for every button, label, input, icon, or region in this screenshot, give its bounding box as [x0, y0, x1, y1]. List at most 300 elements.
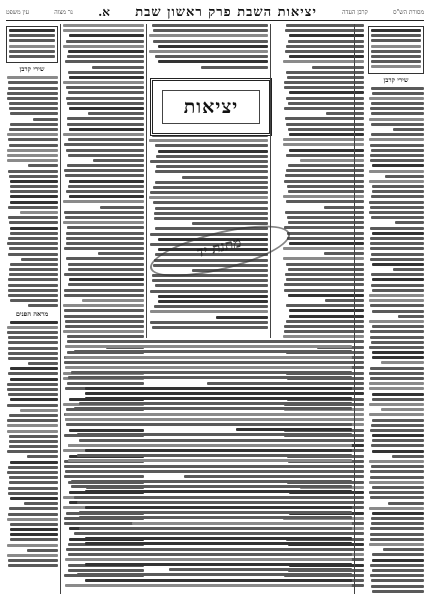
text-line: [286, 169, 364, 172]
text-line: [67, 102, 144, 105]
text-line: [64, 294, 144, 297]
text-line: [9, 435, 58, 438]
text-line: [150, 290, 268, 293]
text-line: [370, 470, 424, 473]
column-rule: [146, 24, 147, 338]
text-line: [369, 201, 424, 204]
text-line: [371, 273, 424, 276]
text-line: [10, 398, 58, 401]
text-line: [24, 502, 58, 505]
text-line: [149, 196, 268, 199]
text-line: [287, 237, 364, 240]
text-line: [207, 382, 352, 385]
text-line: [370, 429, 424, 432]
text-line: [7, 518, 58, 521]
text-line: [63, 24, 144, 27]
text-line: [8, 81, 58, 84]
text-line: [154, 212, 268, 215]
text-line: [284, 226, 364, 229]
text-line: [68, 263, 144, 266]
text-line: [370, 533, 424, 536]
text-line: [289, 55, 364, 58]
text-line: [287, 216, 364, 219]
text-line: [67, 226, 144, 229]
text-line: [67, 164, 144, 167]
running-header: [6, 4, 424, 21]
text-line: [69, 128, 144, 131]
text-line: [288, 221, 364, 224]
left-margin-box: [6, 26, 58, 63]
text-line: [371, 341, 424, 344]
text-line: [65, 345, 352, 348]
text-line: [371, 517, 424, 520]
text-line: [383, 548, 424, 551]
text-line: [77, 454, 353, 457]
text-line: [71, 485, 352, 488]
text-line: [10, 190, 58, 193]
text-line: [370, 154, 424, 157]
text-line: [9, 507, 58, 510]
text-line: [69, 195, 144, 198]
text-line: [288, 268, 364, 271]
text-line: [371, 195, 424, 198]
text-line: [10, 538, 58, 541]
text-line: [392, 455, 424, 458]
text-line: [9, 268, 58, 271]
text-line: [85, 490, 352, 493]
text-line: [393, 128, 424, 131]
text-line: [286, 304, 364, 307]
text-line: [385, 175, 424, 178]
text-line: [371, 216, 424, 219]
left-column-heading-2: מראה הפנים: [15, 309, 49, 318]
text-line: [149, 34, 268, 37]
text-line: [370, 496, 424, 499]
text-line: [64, 247, 144, 250]
text-line: [79, 516, 352, 519]
text-line: [9, 481, 58, 484]
text-line: [7, 554, 58, 557]
text-line: [68, 459, 352, 462]
text-line: [8, 216, 58, 219]
text-line: [9, 102, 58, 105]
text-line: [8, 492, 58, 495]
text-line: [20, 409, 58, 412]
text-line: [369, 97, 424, 100]
text-line: [8, 87, 58, 90]
text-line: [65, 413, 352, 416]
text-line: [28, 362, 58, 365]
text-line: [283, 60, 364, 63]
text-line: [7, 154, 58, 157]
text-line: [155, 207, 268, 210]
text-line: [64, 289, 144, 292]
text-line: [288, 164, 364, 167]
text-line: [9, 273, 58, 276]
column-rule: [60, 24, 61, 594]
text-line: [371, 253, 424, 256]
text-line: [20, 211, 58, 214]
text-line: [65, 558, 352, 561]
text-line: [7, 430, 58, 433]
text-line: [8, 559, 58, 562]
text-line: [10, 533, 58, 536]
text-line: [64, 143, 144, 146]
text-line: [7, 326, 58, 329]
text-line: [132, 522, 352, 525]
text-line: [67, 117, 144, 120]
text-line: [8, 237, 58, 240]
text-line: [64, 211, 144, 214]
text-line: [7, 149, 58, 152]
lower-text-block: [62, 340, 352, 594]
text-line: [286, 97, 364, 100]
text-line: [66, 232, 144, 235]
text-line: [284, 107, 364, 110]
header-right-small: מסורת הש"ס: [393, 8, 424, 16]
text-line: [8, 289, 58, 292]
text-line: [10, 497, 58, 500]
text-line: [66, 257, 144, 260]
text-line: [149, 50, 268, 53]
text-line: [8, 564, 58, 567]
text-line: [398, 315, 424, 318]
text-line: [8, 170, 58, 173]
folio-number: א.: [98, 4, 110, 19]
text-line: [85, 397, 352, 400]
text-line: [372, 553, 424, 556]
header-center-small: קרבן העדה: [342, 8, 368, 16]
text-line: [154, 305, 268, 308]
text-line: [63, 45, 144, 48]
text-line: [9, 128, 58, 131]
text-line: [67, 55, 144, 58]
text-line: [9, 445, 58, 448]
header-left-small: נר מצוה: [54, 8, 73, 16]
text-line: [284, 289, 364, 292]
right-margin-box: [368, 26, 424, 74]
text-line: [370, 330, 424, 333]
chapter-title-inner: [162, 90, 260, 124]
text-line: [8, 284, 58, 287]
text-line: [286, 123, 364, 126]
text-line: [68, 138, 144, 141]
text-line: [372, 164, 424, 167]
text-line: [370, 476, 424, 479]
text-line: [74, 496, 352, 499]
text-line: [10, 378, 58, 381]
text-line: [155, 55, 268, 58]
text-line: [85, 537, 352, 540]
text-line: [369, 211, 424, 214]
text-line: [369, 413, 424, 416]
text-line: [155, 144, 268, 147]
text-line: [286, 24, 364, 27]
text-line: [79, 527, 352, 530]
text-line: [370, 304, 424, 307]
text-line: [372, 419, 424, 422]
text-line: [372, 356, 424, 359]
text-line: [77, 423, 353, 426]
text-line: [372, 434, 424, 437]
text-line: [100, 206, 144, 209]
text-line: [285, 273, 364, 276]
text-line: [288, 128, 364, 131]
text-line: [7, 92, 58, 95]
text-line: [69, 278, 144, 281]
text-line: [324, 252, 364, 255]
text-line: [10, 201, 58, 204]
text-line: [65, 366, 352, 369]
text-line: [66, 237, 144, 240]
text-line: [285, 174, 364, 177]
text-line: [369, 387, 424, 390]
text-line: [288, 102, 364, 105]
text-line: [85, 392, 352, 395]
text-line: [8, 487, 58, 490]
text-line: [66, 40, 144, 43]
text-line: [286, 320, 364, 323]
text-line: [77, 465, 353, 468]
text-line: [369, 460, 424, 463]
text-line: [85, 542, 352, 545]
text-line: [371, 123, 424, 126]
text-line: [289, 242, 364, 245]
text-line: [284, 180, 364, 183]
text-line: [9, 476, 58, 479]
text-line: [9, 221, 58, 224]
text-line: [65, 216, 144, 219]
text-line: [68, 283, 144, 286]
text-line: [63, 29, 144, 32]
text-line: [182, 176, 268, 179]
text-line: [283, 247, 364, 250]
right-column-heading: שירי קרבן: [383, 75, 409, 84]
text-line: [71, 480, 352, 483]
text-line: [372, 289, 424, 292]
text-line: [71, 548, 352, 551]
text-line: [371, 585, 424, 588]
text-line: [284, 330, 364, 333]
text-line: [10, 232, 58, 235]
left-margin-column: [6, 24, 58, 594]
text-line: [285, 211, 364, 214]
text-line: [371, 133, 424, 136]
text-line: [10, 528, 58, 531]
text-line: [10, 227, 58, 230]
text-line: [284, 325, 364, 328]
text-line: [79, 361, 352, 364]
text-line: [370, 107, 424, 110]
text-line: [8, 294, 58, 297]
text-line: [289, 315, 364, 318]
text-line: [68, 376, 352, 379]
text-line: [7, 97, 58, 100]
text-line: [8, 206, 58, 209]
text-line: [287, 232, 364, 235]
text-line: [369, 118, 424, 121]
text-line: [371, 284, 424, 287]
text-line: [7, 242, 58, 245]
text-line: [372, 185, 424, 188]
text-line: [64, 169, 144, 172]
text-line: [150, 160, 268, 163]
text-line: [152, 24, 268, 27]
text-line: [156, 155, 268, 158]
text-line: [65, 60, 144, 63]
text-line: [153, 186, 268, 189]
text-line: [289, 91, 364, 94]
text-line: [68, 268, 144, 271]
text-line: [74, 350, 352, 353]
text-line: [288, 294, 364, 297]
text-line: [372, 393, 424, 396]
text-line: [372, 278, 424, 281]
text-line: [8, 466, 58, 469]
text-line: [371, 579, 424, 582]
text-line: [66, 190, 144, 193]
text-line: [372, 512, 424, 515]
text-line: [369, 170, 424, 173]
text-line: [372, 351, 424, 354]
text-line: [10, 263, 58, 266]
text-line: [370, 247, 424, 250]
text-line: [155, 170, 268, 173]
text-line: [155, 181, 268, 184]
text-line: [27, 549, 58, 552]
text-line: [8, 138, 58, 141]
text-line: [8, 357, 58, 360]
text-line: [79, 402, 352, 405]
text-line: [372, 92, 424, 95]
text-line: [371, 444, 424, 447]
text-line: [324, 206, 364, 209]
text-line: [369, 138, 424, 141]
text-line: [79, 439, 352, 442]
text-line: [289, 34, 364, 37]
text-line: [33, 118, 58, 121]
text-line: [27, 455, 58, 458]
text-line: [77, 433, 353, 436]
central-text-top: [148, 24, 268, 76]
text-line: [150, 310, 268, 313]
text-line: [65, 584, 352, 587]
text-line: [150, 191, 268, 194]
text-line: [68, 50, 144, 53]
text-line: [10, 180, 58, 183]
text-line: [216, 316, 268, 319]
text-line: [69, 76, 144, 79]
text-line: [372, 398, 424, 401]
text-line: [286, 200, 364, 203]
text-line: [79, 340, 352, 343]
text-line: [371, 102, 424, 105]
text-line: [326, 112, 364, 115]
text-line: [236, 428, 352, 431]
chapter-title-word: יציאות: [183, 95, 239, 118]
text-line: [88, 112, 144, 115]
text-line: [93, 159, 144, 162]
text-line: [7, 424, 58, 427]
text-line: [28, 304, 58, 307]
text-line: [85, 449, 352, 452]
text-line: [184, 475, 352, 478]
text-line: [8, 513, 58, 516]
text-line: [155, 284, 268, 287]
text-line: [7, 388, 58, 391]
text-line: [65, 174, 144, 177]
text-line: [9, 247, 58, 250]
text-line: [369, 543, 424, 546]
text-line: [153, 201, 268, 204]
text-line: [369, 481, 424, 484]
text-line: [77, 501, 353, 504]
text-line: [68, 553, 352, 556]
text-line: [74, 532, 352, 535]
text-line: [372, 232, 424, 235]
text-line: [68, 185, 144, 188]
text-line: [65, 325, 144, 328]
text-line: [77, 573, 353, 576]
text-line: [369, 294, 424, 297]
text-line: [98, 252, 144, 255]
text-line: [370, 258, 424, 261]
text-line: [372, 569, 424, 572]
text-line: [65, 356, 352, 359]
text-line: [370, 564, 424, 567]
text-line: [7, 544, 58, 547]
text-line: [85, 506, 352, 509]
text-line: [7, 450, 58, 453]
text-line: [8, 372, 58, 375]
text-line: [63, 330, 144, 333]
text-line: [69, 34, 144, 37]
text-line: [63, 200, 144, 203]
text-line: [8, 278, 58, 281]
text-line: [286, 263, 364, 266]
text-line: [372, 590, 424, 593]
text-line: [8, 393, 58, 396]
text-line: [284, 283, 364, 286]
text-line: [381, 408, 424, 411]
text-line: [289, 309, 364, 312]
text-line: [63, 133, 144, 136]
text-line: [372, 310, 424, 313]
text-line: [64, 273, 144, 276]
text-line: [82, 299, 144, 302]
text-line: [156, 165, 268, 168]
text-line: [370, 527, 424, 530]
text-line: [289, 149, 364, 152]
text-line: [153, 29, 268, 32]
text-line: [283, 195, 364, 198]
text-line: [150, 321, 268, 324]
text-line: [158, 300, 268, 303]
text-line: [372, 439, 424, 442]
text-line: [68, 154, 144, 157]
text-line: [65, 418, 352, 421]
text-line: [369, 491, 424, 494]
text-line: [283, 335, 364, 338]
text-line: [68, 444, 352, 447]
text-line: [64, 309, 144, 312]
text-line: [158, 295, 268, 298]
text-line: [283, 143, 364, 146]
text-line: [370, 574, 424, 577]
text-line: [169, 568, 352, 571]
text-line: [287, 76, 364, 79]
text-line: [153, 40, 268, 43]
